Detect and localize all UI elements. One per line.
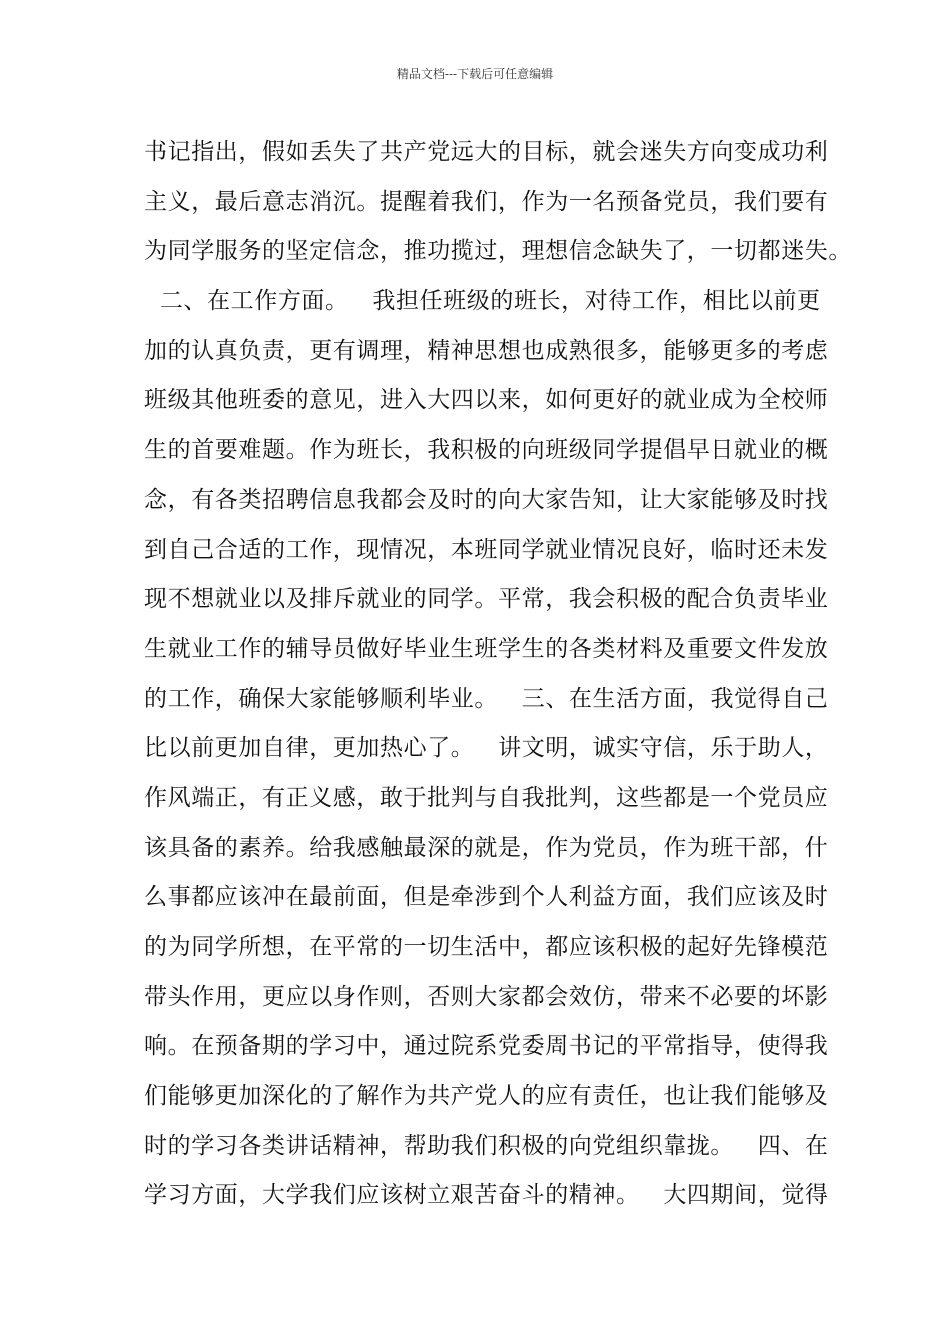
text-line: 念，有各类招聘信息我都会及时的向大家告知，让大家能够及时找: [144, 486, 829, 513]
text-line: 作风端正，有正义感，敢于批判与自我批判，这些都是一个党员应: [144, 784, 829, 811]
text-line: 生的首要难题。作为班长，我积极的向班级同学提倡早日就业的概: [144, 437, 829, 464]
text-line: 主义，最后意志消沉。提醒着我们，作为一名预备党员，我们要有: [144, 188, 829, 215]
page-header: 精品文档---下载后可任意编辑: [396, 67, 554, 81]
text-line: 为同学服务的坚定信念，推功揽过，理想信念缺失了，一切都迷失。: [144, 238, 852, 265]
text-line: 时的学习各类讲话精神，帮助我们积极的向党组织靠拢。 四、在: [144, 1132, 829, 1159]
text-line: 现不想就业以及排斥就业的同学。平常，我会积极的配合负责毕业: [144, 586, 829, 613]
text-line: 带头作用，更应以身作则，否则大家都会效仿，带来不必要的坏影: [144, 983, 829, 1010]
text-line: 的为同学所想，在平常的一切生活中，都应该积极的起好先锋模范: [144, 934, 829, 960]
text-line: 班级其他班委的意见，进入大四以来，如何更好的就业成为全校师: [144, 387, 829, 414]
text-line: 的工作，确保大家能够顺利毕业。 三、在生活方面，我觉得自己: [144, 685, 829, 712]
text-line: 比以前更加自律，更加热心了。 讲文明，诚实守信，乐于助人，: [144, 735, 829, 762]
text-line: 到自己合适的工作，现情况，本班同学就业情况良好，临时还未发: [144, 536, 829, 563]
text-line: 二、在工作方面。 我担任班级的班长，对待工作，相比以前更: [144, 288, 821, 315]
text-line: 么事都应该冲在最前面，但是牵涉到个人利益方面，我们应该及时: [144, 884, 829, 911]
text-line: 加的认真负责，更有调理，精神思想也成熟很多，能够更多的考虑: [144, 337, 829, 364]
text-line: 生就业工作的辅导员做好毕业生班学生的各类材料及重要文件发放: [144, 635, 829, 662]
text-line: 该具备的素养。给我感触最深的就是，作为党员，作为班干部，什: [144, 834, 829, 861]
text-line: 学习方面，大学我们应该树立艰苦奋斗的精神。 大四期间，觉得: [144, 1182, 829, 1209]
text-line: 们能够更加深化的了解作为共产党人的应有责任，也让我们能够及: [144, 1083, 829, 1110]
body-text: [144, 128, 852, 1221]
text-line: 响。在预备期的学习中，通过院系党委周书记的平常指导，使得我: [144, 1033, 829, 1060]
text-line: 书记指出，假如丢失了共产党远大的目标，就会迷失方向变成功利: [144, 139, 829, 165]
